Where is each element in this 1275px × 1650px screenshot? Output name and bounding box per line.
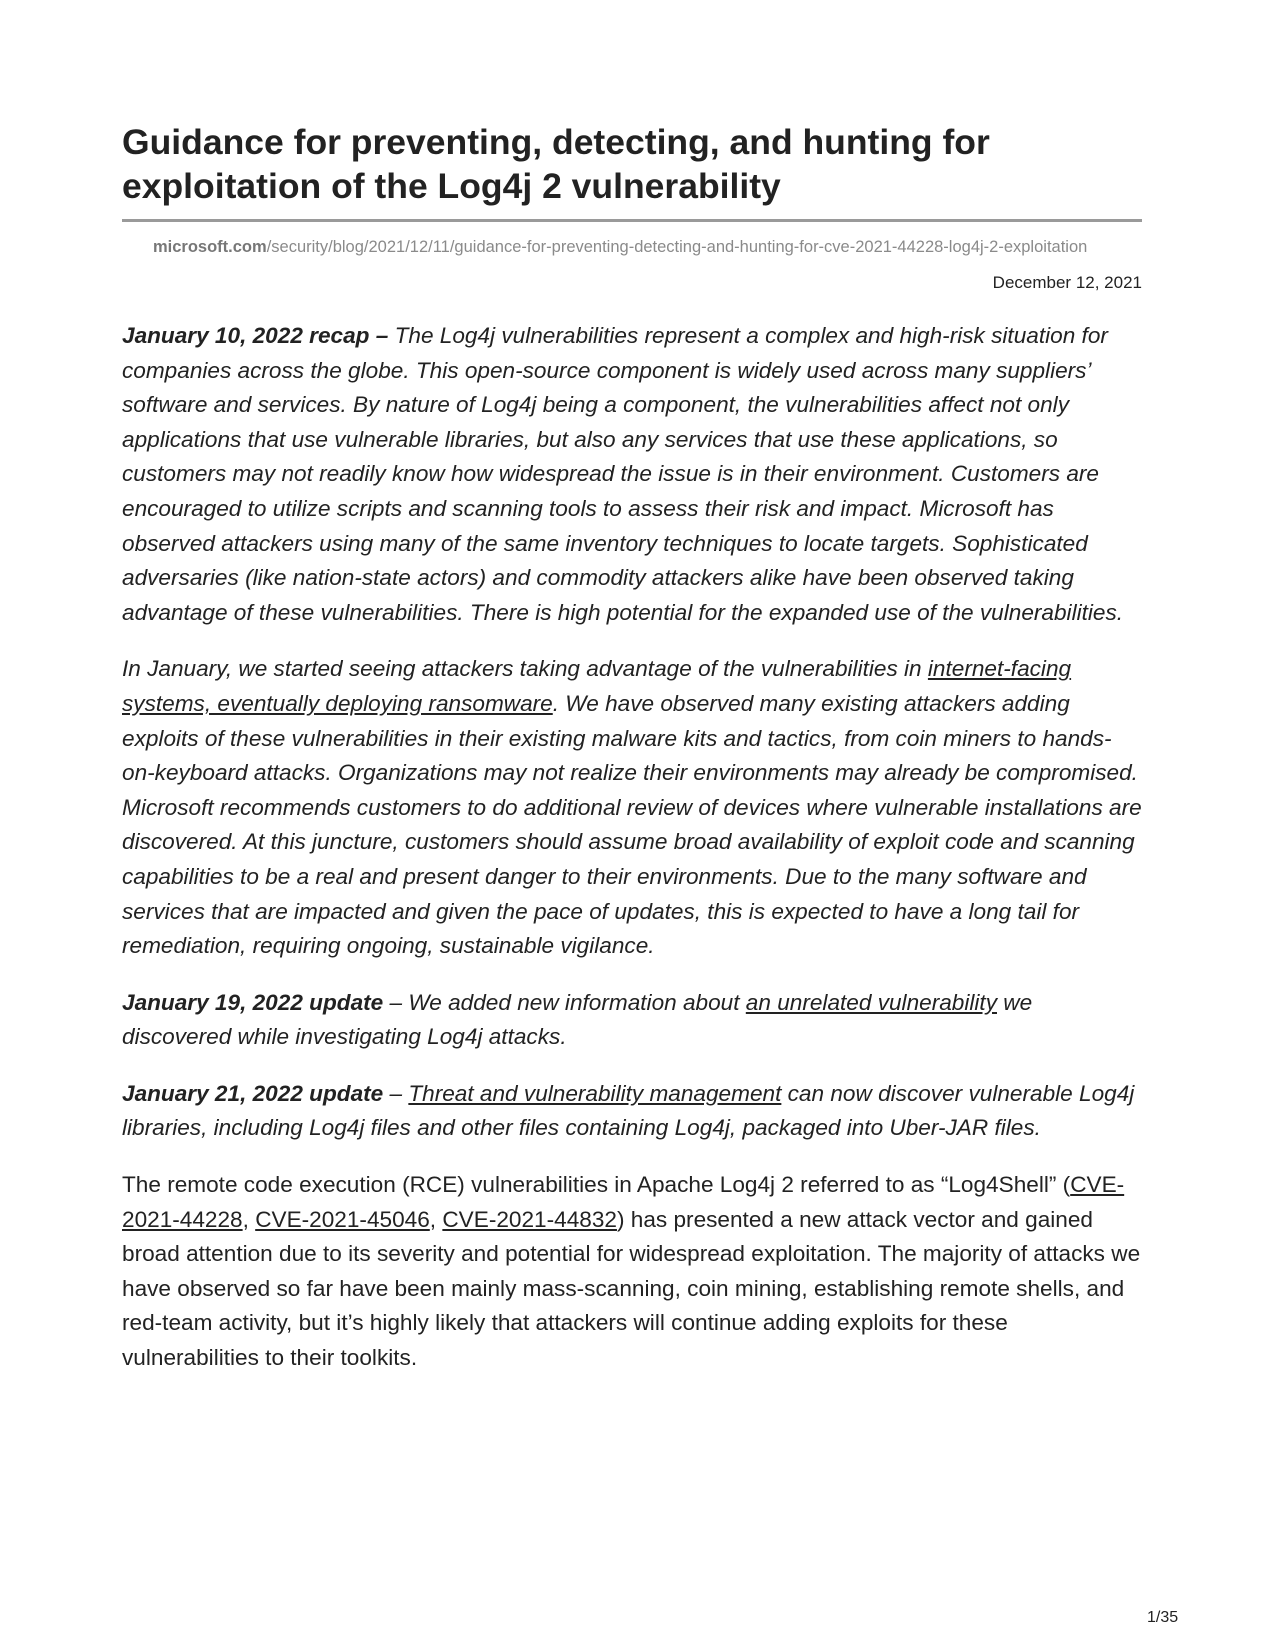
update-jan19-paragraph: January 19, 2022 update – We added new information about an unrelated vulnerability we discovered while investigating Log4j attacks. [122, 989, 1033, 1050]
publish-date: December 12, 2021 [992, 273, 1142, 292]
source-url [122, 235, 1142, 259]
page-title: Guidance for preventing, detecting, and hunting for exploitation of the Log4j 2 vulnerability [122, 122, 990, 206]
document-page [122, 120, 1142, 1376]
intro-paragraph: The remote code execution (RCE) vulnerabilities in Apache Log4j 2 referred to as “Log4Shell” (CVE-2021-44228, CVE-2021-45046, CVE-2021-44832) has presented a new attack vector and gained broad attention due to its severity and potential for widespread exploitation. The majority of attacks we have observed so far have been mainly mass-scanning, coin mining, establishing remote shells, and red-team activity, but it’s highly likely that attackers will continue adding exploits for these vulnerabilities to their toolkits. [122, 1172, 1141, 1371]
update-jan19-lead: January 19, 2022 update [122, 989, 384, 1015]
source-path: /security/blog/2021/12/11/guidance-for-preventing-detecting-and-hunting-for-cve-2021-44228-log4j-2-exploitation [266, 238, 1088, 256]
cve-2021-44228-link[interactable]: CVE-2021-44228 [122, 1172, 1125, 1232]
source-domain: microsoft.com [153, 238, 267, 256]
january-paragraph: In January, we started seeing attackers taking advantage of the vulnerabilities in internet-facing systems, eventually deploying ransomware. We have observed many existing attackers adding exploits of these vulnerabilities in their existing malware kits and tactics, from coin miners to hands-on-keyboard attacks. Organizations may not realize their environments may already be compromised. Microsoft recommends customers to do additional review of devices where vulnerable installations are discovered. At this juncture, customers should assume broad availability of exploit code and scanning capabilities to be a real and present danger to their environments. Due to the many software and services that are impacted and given the pace of updates, this is expected to have a long tail for remediation, requiring ongoing, sustainable vigilance. [122, 656, 1142, 959]
update-jan21-lead: January 21, 2022 update [122, 1080, 384, 1106]
tvm-link[interactable]: Threat and vulnerability management [408, 1080, 782, 1106]
title-divider [122, 219, 1142, 222]
recap-lead: January 10, 2022 recap – [122, 323, 389, 348]
recap-text: The Log4j vulnerabilities represent a complex and high-risk situation for companies across the globe. This open-source component is widely used across many suppliers’ software and services. By nature of Log4j being a component, the vulnerabilities affect not only applications that use vulnerable libraries, but also any services that use these applications, so customers may not readily know how widespread the issue is in their environment. Customers are encouraged to utilize scripts and scanning tools to assess their risk and impact. Microsoft has observed attackers using many of the same inventory techniques to locate targets. Sophisticated adversaries (like nation-state actors) and commodity attackers alike have been observed taking advantage of these vulnerabilities. There is high potential for the expanded use of the vulnerabilities. [122, 323, 1124, 625]
ransomware-link[interactable]: internet-facing systems, eventually deploying ransomware [122, 656, 1072, 716]
unrelated-vulnerability-link[interactable]: an unrelated vulnerability [745, 989, 997, 1015]
update-jan21-paragraph: January 21, 2022 update – Threat and vulnerability management can now discover vulnerable Log4j libraries, including Log4j files and other files containing Log4j, packaged into Uber-JAR files. [122, 1080, 1135, 1141]
cve-2021-45046-link[interactable]: CVE-2021-45046 [255, 1206, 430, 1232]
page-number: 1/35 [1147, 1609, 1179, 1626]
recap-paragraph [122, 319, 1142, 630]
cve-2021-44832-link[interactable]: CVE-2021-44832 [442, 1206, 617, 1232]
